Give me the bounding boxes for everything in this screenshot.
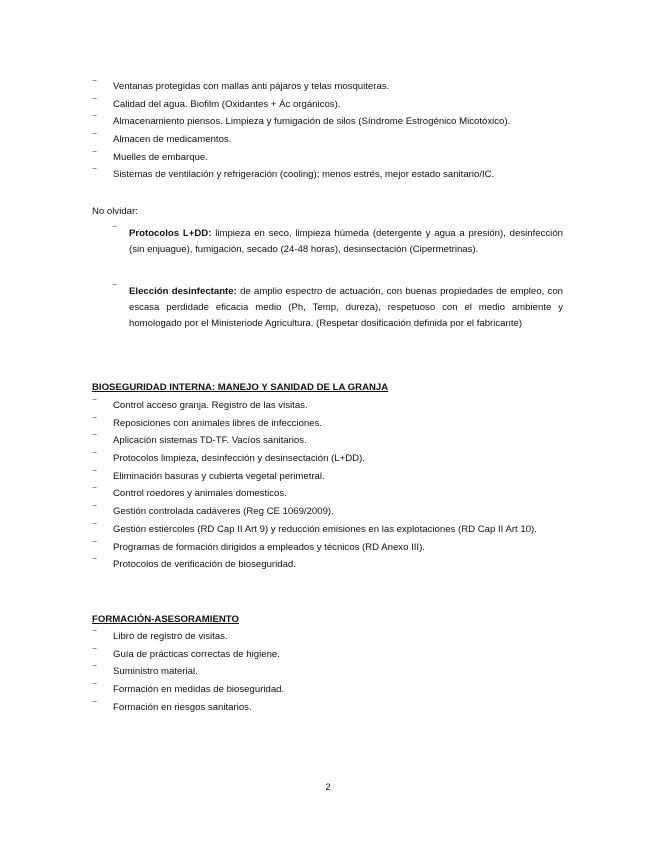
list-item: ⁻ Gestión controlada cadáveres (Reg CE 1069/2009). <box>92 503 334 518</box>
dash-bullet-icon: ⁻ <box>92 131 98 143</box>
dash-bullet-icon: ⁻ <box>112 282 118 293</box>
facilities-list <box>92 80 567 186</box>
list-item: ⁻ Reposiciones con animales libres de infecciones. <box>92 414 323 429</box>
dash-bullet-icon: ⁻ <box>92 467 98 479</box>
formacion-heading: FORMACIÓN-ASESORAMIENTO <box>92 614 239 625</box>
dash-bullet-icon: ⁻ <box>92 397 98 408</box>
list-item: ⁻ Gestión estiércoles (RD Cap II Art 9) y reducción emisiones en las explotaciones (RD Cap II Art 10). <box>92 520 537 535</box>
dash-bullet-icon: ⁻ <box>92 556 98 568</box>
list-item: ⁻ Muelles de embarque. <box>92 148 208 163</box>
dash-bullet-icon: ⁻ <box>92 166 98 178</box>
dash-bullet-icon: ⁻ <box>92 503 98 515</box>
formacion-list <box>92 630 567 718</box>
no-olvidar-label: No olvidar: <box>92 206 138 217</box>
list-item: ⁻ Protocolos de verificación de bioseguridad. <box>92 556 296 571</box>
list-item: ⁻ Suministro material. <box>92 663 198 678</box>
dash-bullet-icon: ⁻ <box>92 538 98 550</box>
dash-bullet-icon: ⁻ <box>92 663 98 675</box>
item-title: Protocolos L+DD <box>129 228 209 239</box>
bioseguridad-list <box>92 399 567 576</box>
dash-bullet-icon: ⁻ <box>92 450 98 462</box>
list-item: ⁻ Aplicación sistemas TD-TF. Vacíos sanitarios. <box>92 432 307 447</box>
dash-bullet-icon: ⁻ <box>92 432 98 444</box>
item-text: de amplio espectro de actuación, con buenas propiedades de empleo, con escasa perdidade eficacia medio (Ph, Temp, dureza), respetuoso con el medio ambiente y homologado por el Ministeriode Agricultura. (Respetar dosificación definida por el fabricante) <box>129 286 564 329</box>
bioseguridad-heading: BIOSEGURIDAD INTERNA: MANEJO Y SANIDAD DE LA GRANJA <box>92 382 389 393</box>
no-olvidar-list-2 <box>112 284 563 332</box>
no-olvidar-list <box>112 226 563 258</box>
list-item: ⁻ Sistemas de ventilación y refrigeración (cooling); menos estrés, mejor estado sanitario/IC. <box>92 166 495 181</box>
list-item: ⁻ Calidad del agua. Biofilm (Oxidantes + Ác orgánicos). <box>92 95 341 110</box>
dash-bullet-icon: ⁻ <box>92 681 98 693</box>
dash-bullet-icon: ⁻ <box>92 414 98 426</box>
list-item: ⁻ Control acceso granja. Registro de las visitas. <box>92 397 308 411</box>
page-number: 2 <box>325 782 331 793</box>
item-title: Elección desinfectante <box>129 286 234 297</box>
dash-bullet-icon: ⁻ <box>112 224 118 235</box>
dash-bullet-icon: ⁻ <box>92 520 98 532</box>
dash-bullet-icon: ⁻ <box>92 148 98 160</box>
dash-bullet-icon: ⁻ <box>92 628 98 639</box>
list-item: ⁻ Protocolos limpieza, desinfección y desinsectación (L+DD). <box>92 450 365 465</box>
item-text: limpieza en seco, limpieza húmeda (detergente y agua a presión), desinfección (sin enjuague), fumigación, secado (24-48 horas), desinsectación (Cipermetrinas). <box>129 228 563 255</box>
list-item: ⁻ Almacenamiento piensos. Limpieza y fumigación de silos (Síndrome Estrogénico Micotóxico). <box>92 113 511 128</box>
list-item: ⁻ Control roedores y animales domesticos. <box>92 485 287 500</box>
list-item: ⁻ Protocolos L+DD: limpieza en seco, limpieza húmeda (detergente y agua a presión), desinfección (sin enjuague), fumigación, secado (24-48 horas), desinsectación (Cipermetrinas). <box>112 224 563 255</box>
list-item: ⁻ Formación en riesgos sanitarios. <box>92 698 252 713</box>
dash-bullet-icon: ⁻ <box>92 113 98 125</box>
dash-bullet-icon: ⁻ <box>92 78 98 89</box>
list-item: ⁻ Guía de prácticas correctas de higiene. <box>92 645 280 660</box>
list-item: ⁻ Ventanas protegidas con mallas anti pájaros y telas mosquiteras. <box>92 78 390 92</box>
dash-bullet-icon: ⁻ <box>92 485 98 497</box>
list-item: ⁻ Formación en medidas de bioseguridad. <box>92 681 285 696</box>
list-item: ⁻ Almacen de medicamentos. <box>92 131 232 146</box>
dash-bullet-icon: ⁻ <box>92 698 98 710</box>
list-item: ⁻ Libro de registro de visitas. <box>92 628 228 642</box>
list-item: ⁻ Elección desinfectante: de amplio espectro de actuación, con buenas propiedades de empleo, con escasa perdidade eficacia medio (Ph, Temp, dureza), respetuoso con el medio ambiente y homologado por el Ministeriode Agricultura. (Respetar dosificación definida por el fabricante) <box>112 282 564 329</box>
list-item: ⁻ Eliminación basuras y cubierta vegetal perimetral. <box>92 467 325 482</box>
dash-bullet-icon: ⁻ <box>92 95 98 107</box>
list-item: ⁻ Programas de formación dirigidos a empleados y técnicos (RD Anexo III). <box>92 538 425 553</box>
dash-bullet-icon: ⁻ <box>92 645 98 657</box>
